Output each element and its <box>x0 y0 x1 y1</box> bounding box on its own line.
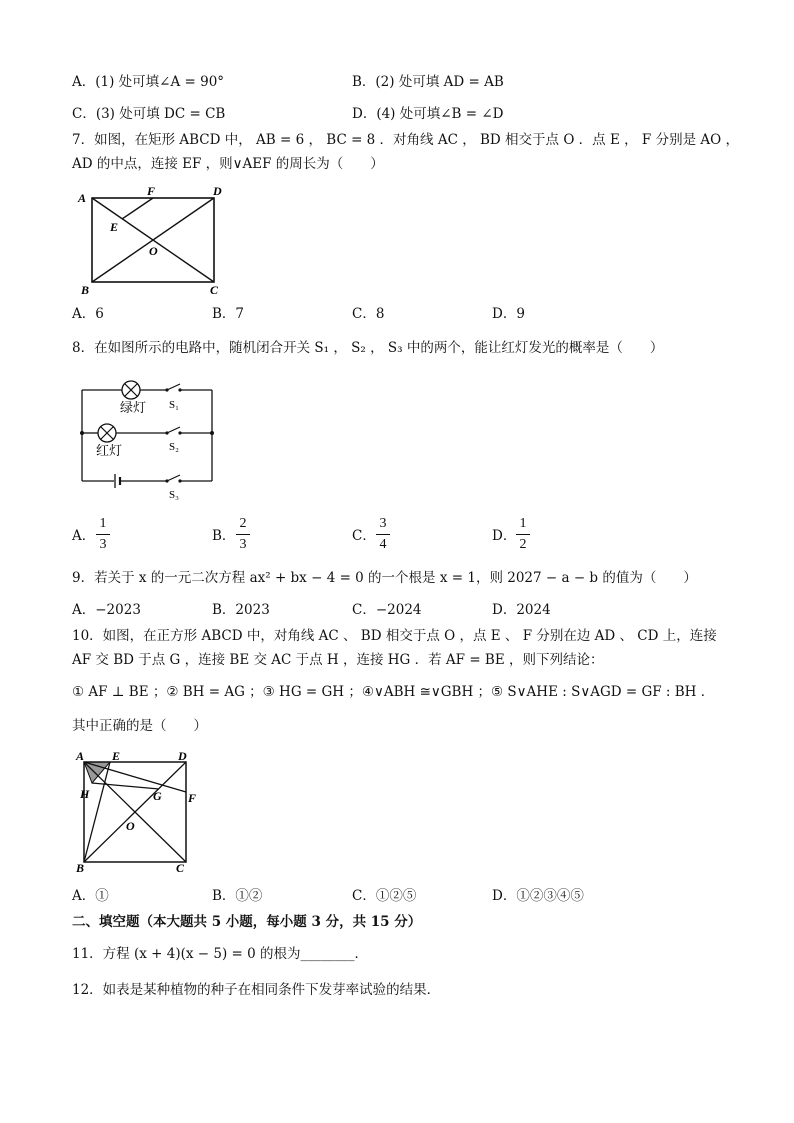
q7-option-c: C．8 <box>352 306 385 322</box>
q10-option-d: D．①②③④⑤ <box>492 888 584 904</box>
section-2-heading: 二、填空题（本大题共 5 小题，每小题 3 分，共 15 分） <box>72 914 422 930</box>
q8-s1-label: S₁ <box>169 399 179 411</box>
q10-option-c: C．①②⑤ <box>352 888 417 904</box>
q10-label-e: E <box>112 749 121 763</box>
q8-option-b: B． <box>212 528 236 544</box>
q9-option-b: B．2023 <box>212 602 270 618</box>
q8-option-a: A． <box>72 528 96 544</box>
q7-option-b: B．7 <box>212 306 245 322</box>
q7-stem-line2: AD 的中点，连接 EF ，则∨AEF 的周长为（ ） <box>72 156 384 172</box>
q7-label-b: B <box>81 283 90 297</box>
q6-option-d: D．(4) 处可填∠B = ∠D <box>352 106 504 122</box>
q8-s3-label: S₃ <box>169 489 179 501</box>
q6-option-c: C．(3) 处可填 DC = CB <box>72 106 226 122</box>
q7-rectangle-figure <box>70 180 230 300</box>
q10-conclusions: ① AF ⊥ BE ；② BH = AG ；③ HG = GH ；④∨ABH ≅∨GBH ；⑤ S∨AHE : S∨AGD = GF : BH ． <box>72 684 715 700</box>
q9-option-a: A．−2023 <box>72 602 141 618</box>
q8-fraction-a: 1 3 <box>96 515 110 554</box>
q9-option-c: C．−2024 <box>352 602 422 618</box>
q9-option-d: D．2024 <box>492 602 551 618</box>
q8-fraction-d: 1 2 <box>516 515 530 554</box>
q10-label-h: H <box>80 787 90 801</box>
q9-stem: 9．若关于 x 的一元二次方程 ax² + bx − 4 = 0 的一个根是 x = 1，则 2027 − a − b 的值为（ ） <box>72 570 697 586</box>
q7-label-d: D <box>213 184 222 198</box>
q8-fraction-c: 3 4 <box>376 515 390 554</box>
q10-label-f: F <box>188 791 197 805</box>
q10-stem-line2: AF 交 BD 于点 G ，连接 BE 交 AC 于点 H ，连接 HG ．若 AF = BE ，则下列结论： <box>72 652 604 668</box>
q10-label-c: C <box>176 861 185 875</box>
q7-option-d: D．9 <box>492 306 525 322</box>
q8-stem: 8．在如图所示的电路中，随机闭合开关 S₁ ， S₂ ， S₃ 中的两个，能让红灯发光的概率是（ ） <box>72 340 664 356</box>
q10-label-a: A <box>76 749 85 763</box>
q8-option-d: D． <box>492 528 517 544</box>
q8-s2-label: S₂ <box>169 441 179 453</box>
q10-option-b: B．①② <box>212 888 263 904</box>
q10-label-d: D <box>178 749 187 763</box>
q8-circuit-figure <box>72 378 222 508</box>
q7-option-a: A．6 <box>72 306 104 322</box>
q7-label-e: E <box>110 220 119 234</box>
q11-stem: 11．方程 (x + 4)(x − 5) = 0 的根为________． <box>72 946 369 962</box>
q6-option-a: A．(1) 处可填∠A = 90° <box>72 74 225 90</box>
q10-stem-line1: 10．如图，在正方形 ABCD 中，对角线 AC 、 BD 相交于点 O ，点 E 、 F 分别在边 AD 、 CD 上，连接 <box>72 628 717 644</box>
q8-option-c: C． <box>352 528 376 544</box>
q10-option-a: A．① <box>72 888 109 904</box>
q10-label-b: B <box>76 861 85 875</box>
q8-red-lamp-label: 红灯 <box>96 443 123 458</box>
q7-label-f: F <box>147 184 156 198</box>
q7-stem-line1: 7．如图，在矩形 ABCD 中， AB = 6 ， BC = 8 ．对角线 AC ， BD 相交于点 O ．点 E ， F 分别是 AO ， <box>72 132 739 148</box>
q8-fraction-b: 2 3 <box>236 515 250 554</box>
q6-option-b: B．(2) 处可填 AD = AB <box>352 74 504 90</box>
q10-question-prompt: 其中正确的是（ ） <box>72 718 207 734</box>
q10-label-o: O <box>126 819 135 833</box>
q7-label-c: C <box>210 283 219 297</box>
q10-square-figure <box>72 746 202 876</box>
q7-label-a: A <box>78 191 87 205</box>
q10-label-g: G <box>153 789 162 803</box>
q7-label-o: O <box>149 244 158 258</box>
q12-stem: 12．如表是某种植物的种子在相同条件下发芽率试验的结果． <box>72 982 441 998</box>
q8-green-lamp-label: 绿灯 <box>120 400 147 415</box>
